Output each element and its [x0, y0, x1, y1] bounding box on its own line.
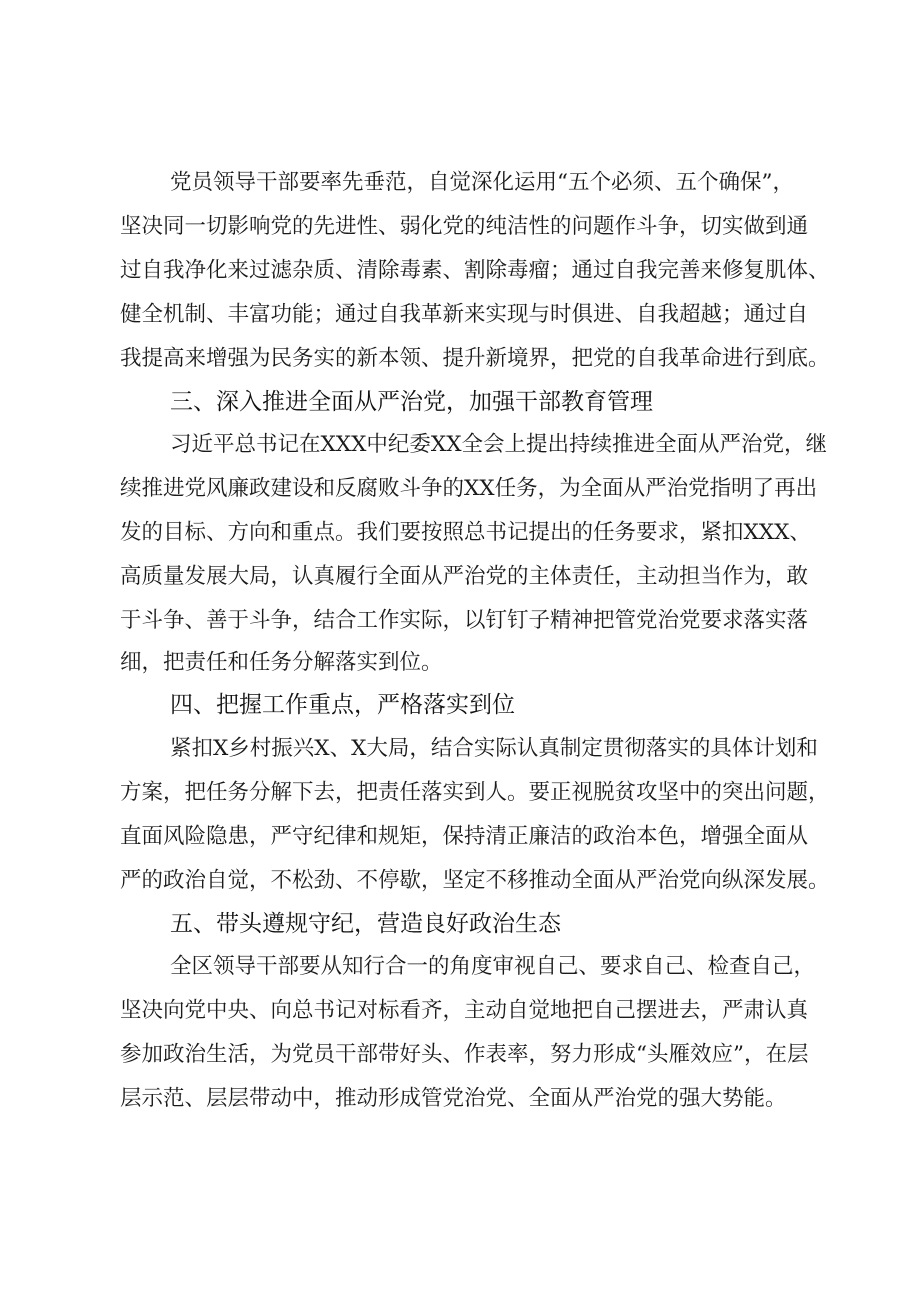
paragraph-line: 习近平总书记在XXX中纪委XX全会上提出持续推进全面从严治党，继 — [170, 432, 828, 457]
paragraph-line: 细，把责任和任务分解落实到位。 — [120, 650, 443, 675]
paragraph-line: 过自我净化来过滤杂质、清除毒素、割除毒瘤；通过自我完善来修复肌体、 — [120, 258, 830, 283]
paragraph-line: 全区领导干部要从知行合一的角度审视自己、要求自己、检查自己， — [170, 954, 816, 979]
paragraph-line: 高质量发展大局，认真履行全面从严治党的主体责任，主动担当作为，敢 — [120, 564, 809, 589]
paragraph-line: 发的目标、方向和重点。我们要按照总书记提出的任务要求，紧扣XXX、 — [120, 520, 811, 545]
section-heading: 五、带头遵规守纪，营造良好政治生态 — [170, 911, 561, 937]
paragraph-line: 我提高来增强为民务实的新本领、提升新境界，把党的自我革命进行到底。 — [120, 346, 830, 371]
paragraph-line: 层示范、层层带动中，推动形成管党治党、全面从严治党的强大势能。 — [120, 1086, 787, 1111]
paragraph-line: 续推进党风廉政建设和反腐败斗争的XX任务，为全面从严治党指明了再出 — [120, 476, 818, 501]
paragraph-line: 严的政治自觉，不松劲、不停歇，坚定不移推动全面从严治党向纵深发展。 — [120, 868, 830, 893]
paragraph-line: 坚决向党中央、向总书记对标看齐，主动自觉地把自己摆进去，严肃认真 — [120, 998, 809, 1023]
paragraph-line: 健全机制、丰富功能；通过自我革新来实现与时俱进、自我超越；通过自 — [120, 302, 809, 327]
section-heading: 四、把握工作重点，严格落实到位 — [170, 692, 515, 718]
paragraph-line: 坚决同一切影响党的先进性、弱化党的纯洁性的问题作斗争，切实做到通 — [120, 214, 809, 239]
paragraph-line: 党员领导干部要率先垂范，自觉深化运用“五个必须、五个确保”， — [170, 170, 794, 195]
paragraph-line: 参加政治生活，为党员干部带好头、作表率，努力形成“头雁效应”，在层 — [120, 1042, 809, 1067]
paragraph-line: 于斗争、善于斗争，结合工作实际，以钉钉子精神把管党治党要求落实落 — [120, 608, 809, 633]
paragraph-line: 方案，把任务分解下去，把责任落实到人。要正视脱贫攻坚中的突出问题， — [120, 780, 830, 805]
paragraph-line: 紧扣X乡村振兴X、X大局，结合实际认真制定贯彻落实的具体计划和 — [170, 736, 818, 761]
section-heading: 三、深入推进全面从严治党，加强干部教育管理 — [170, 389, 653, 415]
paragraph-line: 直面风险隐患，严守纪律和规矩，保持清正廉洁的政治本色，增强全面从 — [120, 824, 809, 849]
